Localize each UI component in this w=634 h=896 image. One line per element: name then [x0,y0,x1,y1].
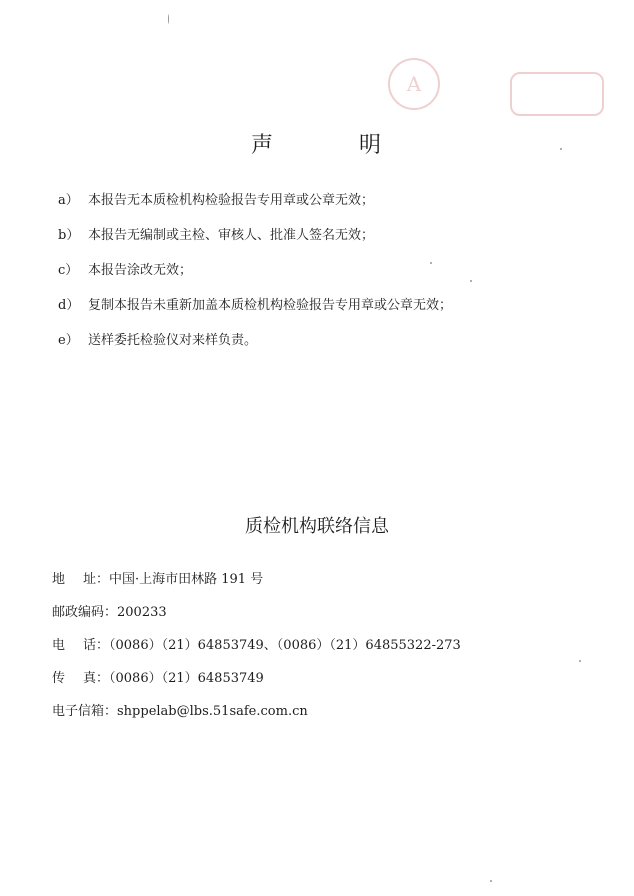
email-row [52,693,622,726]
fax-row [52,660,622,693]
item-marker: c） [58,263,79,278]
scan-speck [560,148,562,150]
item-text: 本报告无编制或主检、审核人、批准人签名无效； [88,228,375,243]
contact-title: 质检机构联络信息 [245,516,389,537]
item-text: 本报告涂改无效； [88,263,193,278]
item-text: 复制本报告未重新加盖本质检机构检验报告专用章或公章无效； [88,298,453,313]
email-value: ：shppelab@lbs.51safe.com.cn [104,704,308,719]
item-marker: d） [58,298,80,313]
declaration-list [58,181,618,356]
phone-value: ：（0086）（21）64853749、（0086）（21）64855322-273 [96,638,461,653]
fax-value: ：（0086）（21）64853749 [96,671,264,686]
scan-speck [490,880,492,882]
scan-mark [168,14,169,24]
address-label [52,568,96,587]
faint-seal-rect [510,72,604,116]
item-marker: e） [58,333,79,348]
email-label: 电子信箱 [52,704,105,719]
item-text: 本报告无本质检机构检验报告专用章或公章无效； [88,193,375,208]
item-text: 送样委托检验仪对来样负责。 [88,333,258,348]
scan-speck [430,262,432,264]
phone-label-a: 电 [52,638,66,653]
faint-seal-circle: A [388,58,440,110]
scan-speck [579,660,581,662]
declaration-item [58,216,618,251]
fax-label-b: 真 [82,671,96,686]
declaration-title: 声 明 [250,133,413,158]
scan-speck [470,280,472,282]
declaration-item [58,251,618,286]
postcode-label: 邮政编码 [52,605,105,620]
address-label-a: 地 [52,572,66,587]
postcode-row [52,594,622,627]
item-marker: a） [58,193,79,208]
fax-label-a: 传 [52,671,66,686]
phone-row [52,627,622,660]
phone-label [52,634,96,653]
phone-label-b: 话 [82,638,96,653]
postcode-value: ：200233 [104,605,167,620]
address-value: ：中国·上海市田林路 191 号 [96,572,264,587]
contact-info [52,561,622,726]
fax-label [52,667,96,686]
item-marker: b） [58,228,80,243]
declaration-item [58,181,618,216]
declaration-item [58,286,618,321]
declaration-item [58,321,618,356]
address-row [52,561,622,594]
address-label-b: 址 [82,572,96,587]
